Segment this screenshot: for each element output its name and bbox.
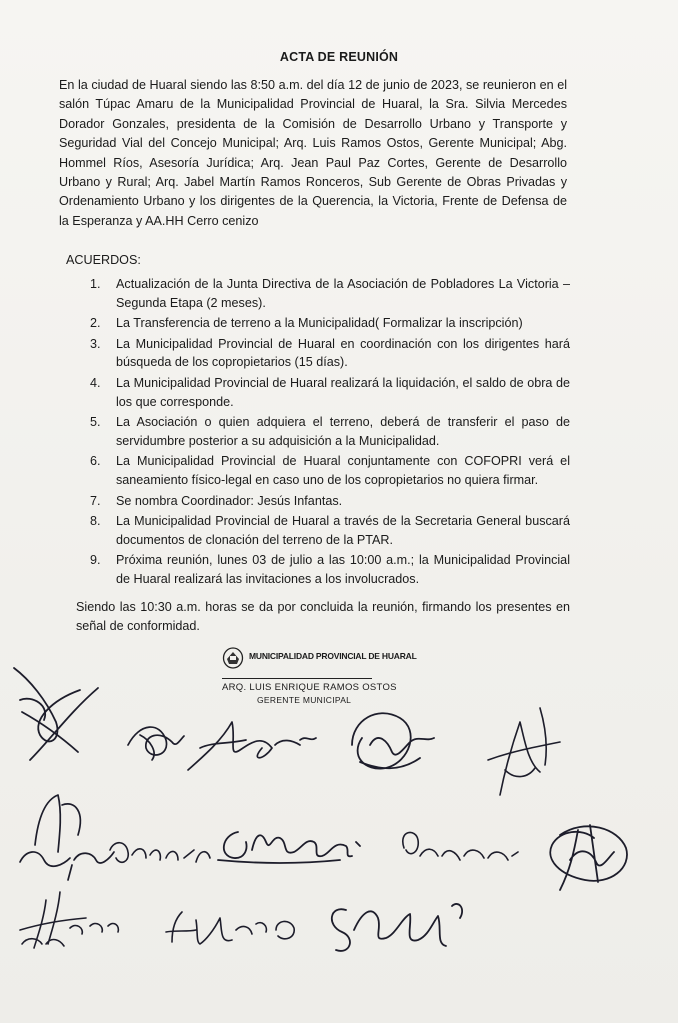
list-item: 4. La Municipalidad Provincial de Huaral realizará la liquidación, el saldo de obra de los que corresponde. [90, 375, 570, 409]
signature-4 [352, 713, 434, 768]
signature-9 [403, 832, 518, 860]
stamp-name: ARQ. LUIS ENRIQUE RAMOS OSTOS [222, 682, 397, 693]
list-item: 2. La Transferencia de terreno a la Municipalidad( Formalizar la inscripción) [90, 316, 523, 331]
closing-paragraph: Siendo las 10:30 a.m. horas se da por concluida la reunión, firmando los presentes en señal de conformidad. [76, 600, 570, 633]
signature-11 [20, 892, 118, 948]
list-item: 9. Próxima reunión, lunes 03 de julio a las 10:00 a.m.; la Municipalidad Provincial de Huaral realizará las invitaciones a los involucrados. [90, 553, 570, 586]
list-item: 3. La Municipalidad Provincial de Huaral en coordinación con los dirigentes hará búsqueda de los copropietarios (15 días). [90, 336, 570, 370]
list-item: 5. La Asociación o quien adquiera el terreno, deberá de transferir el paso de servidumbre posterior a su adquisición a la Municipalidad. [90, 415, 570, 448]
signature-1 [14, 668, 98, 760]
signature-8 [218, 832, 360, 863]
signature-6 [20, 795, 114, 880]
list-item: 8. La Municipalidad Provincial de Huaral a través de la Secretaria General buscará documentos de clonación del terreno de la PTAR. [90, 514, 570, 547]
intro-paragraph: En la ciudad de Huaral siendo las 8:50 a.m. del día 12 de junio de 2023, se reunieron en el salón Túpac Amaru de la Municipalidad Provincial de Huaral, la Sra. Silvia Mercedes Dorador Gonzales, presidenta de la Comisión de Desarrollo Urbano y Transporte y Seguridad Vial del Concejo Municipal; Arq. Luis Ramos Ostos, Gerente Municipal; Abg. Hommel Ríos, Asesoría Jurídica; Arq. Jean Paul Paz Cortes, Gerente de Desarrollo Urbano y Rural; Arq. Jabel Martín Ramos Ronceros, Sub Gerente de Obras Privadas y Ordenamiento Urbano y los dirigentes de la Querencia, la Victoria, Frente de Defensa de la Esperanza y AA.HH Cerro cenizo [59, 78, 567, 228]
signature-2 [128, 727, 184, 760]
signature-12 [166, 912, 294, 944]
signature-13 [332, 904, 462, 951]
list-item: 6. La Municipalidad Provincial de Huaral conjuntamente con COFOPRI verá el saneamiento físico-legal en caso uno de los copropietarios no quiera firmar. [90, 454, 570, 487]
signature-3 [188, 722, 316, 770]
stamp-organization: MUNICIPALIDAD PROVINCIAL DE HUARAL [249, 651, 417, 661]
list-item: 1. Actualización de la Junta Directiva de la Asociación de Pobladores La Victoria – Segunda Etapa (2 meses). [90, 277, 570, 310]
document-title: ACTA DE REUNIÓN [279, 50, 399, 64]
signature-7 [110, 843, 210, 863]
signature-5 [488, 708, 560, 795]
stamp-role: GERENTE MUNICIPAL [257, 695, 352, 705]
list-item: 7. Se nombra Coordinador: Jesús Infantas. [90, 493, 343, 508]
signature-10 [550, 825, 627, 890]
acuerdos-heading: ACUERDOS: [66, 253, 141, 267]
